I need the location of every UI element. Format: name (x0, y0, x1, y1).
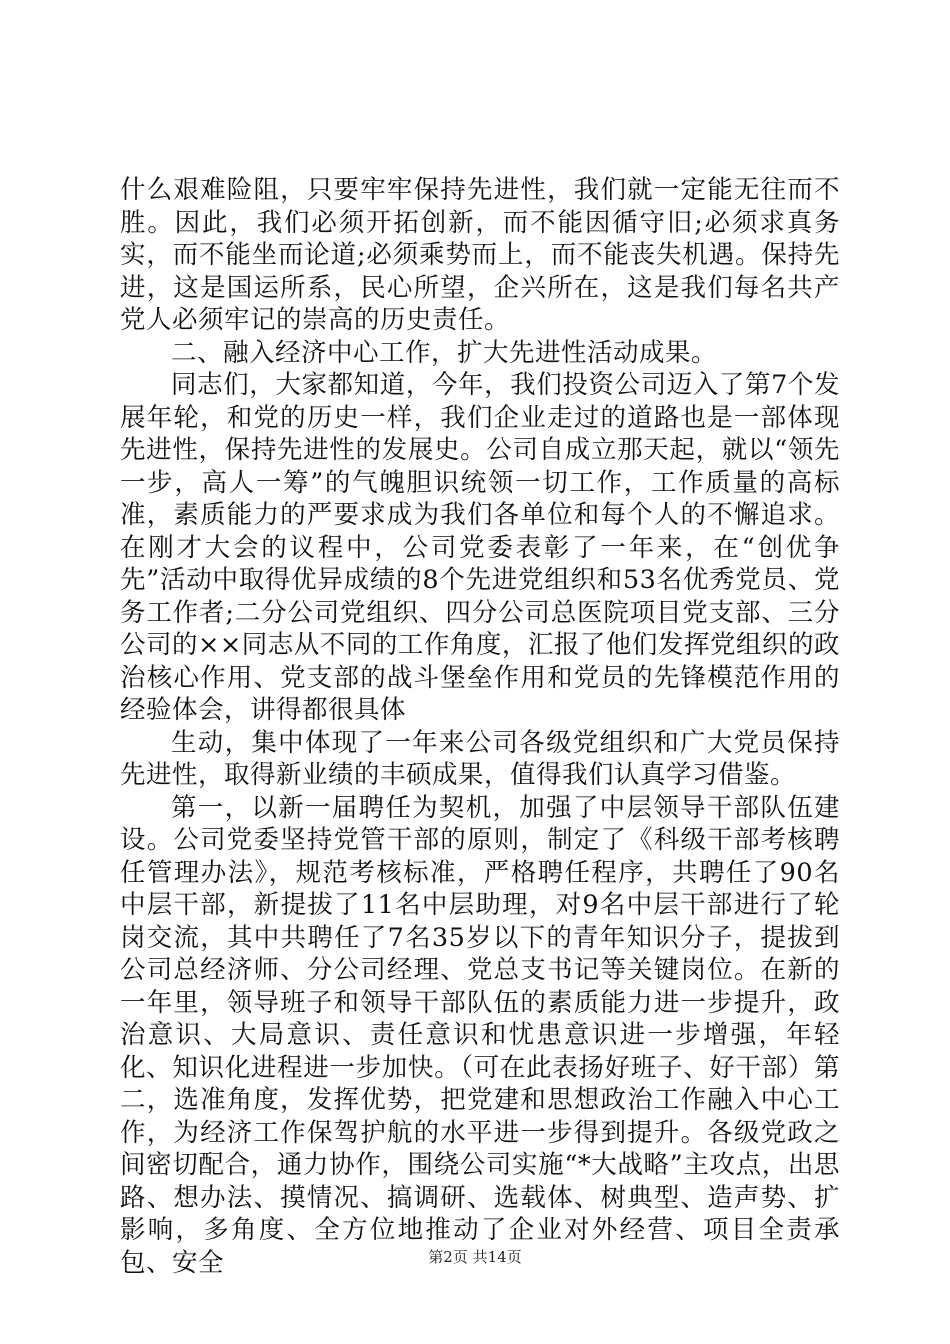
section-heading-2: 二、融入经济中心工作，扩大先进性活动成果。 (171, 337, 718, 368)
document-body (120, 174, 840, 1279)
page-footer: 第2页 共14页 (428, 1248, 522, 1266)
paragraph-4: 第一，以新一届聘任为契机，加强了中层领导干部队伍建设。公司党委坚持党管干部的原则，制定了《科级干部考核聘任管理办法》，规范考核标准，严格聘任程序，共聘任了90名中层干部，新提拔了11名中层助理，对9名中层干部进行了轮岗交流，其中共聘任了7名35岁以下的青年知识分子，提拔到公司总经济师、分公司经理、党总支书记等关键岗位。在新的一年里，领导班子和领导干部队伍的素质能力进一步提升，政治意识、大局意识、责任意识和忧患意识进一步增强，年轻化、知识化进程进一步加快。（可在此表扬好班子、好干部）第二，选准角度，发挥优势，把党建和思想政治工作融入中心工作，为经济工作保驾护航的水平进一步得到提升。各级党政之间密切配合，通力协作，围绕公司实施“*大战略”主攻点，出思路、想办法、摸情况、搞调研、选载体、树典型、造声势、扩影响，多角度、全方位地推动了企业对外经营、项目全责承包、安全 (120, 792, 840, 1278)
paragraph-2: 同志们，大家都知道，今年，我们投资公司迈入了第7个发展年轮，和党的历史一样，我们企业走过的道路也是一部体现先进性，保持先进性的发展史。公司自成立那天起，就以“领先一步，高人一筹”的气魄胆识统领一切工作，工作质量的高标准，素质能力的严要求成为我们各单位和每个人的不懈追求。在刚才大会的议程中，公司党委表彰了一年来，在“创优争先”活动中取得优异成绩的8个先进党组织和53名优秀党员、党务工作者;二分公司党组织、四分公司总医院项目党支部、三分公司的××同志从不同的工作角度，汇报了他们发挥党组织的政治核心作用、党支部的战斗堡垒作用和党员的先锋模范作用的经验体会，讲得都很具体 (120, 370, 840, 725)
paragraph-1: 什么艰难险阻，只要牢牢保持先进性，我们就一定能无往而不胜。因此，我们必须开拓创新，而不能因循守旧;必须求真务实，而不能坐而论道;必须乘势而上，而不能丧失机遇。保持先进，这是国运所系，民心所望，企兴所在，这是我们每名共产党人必须牢记的崇高的历史责任。 (120, 175, 840, 335)
paragraph-3: 生动，集中体现了一年来公司各级党组织和广大党员保持先进性，取得新业绩的丰硕成果，值得我们认真学习借鉴。 (120, 727, 840, 790)
